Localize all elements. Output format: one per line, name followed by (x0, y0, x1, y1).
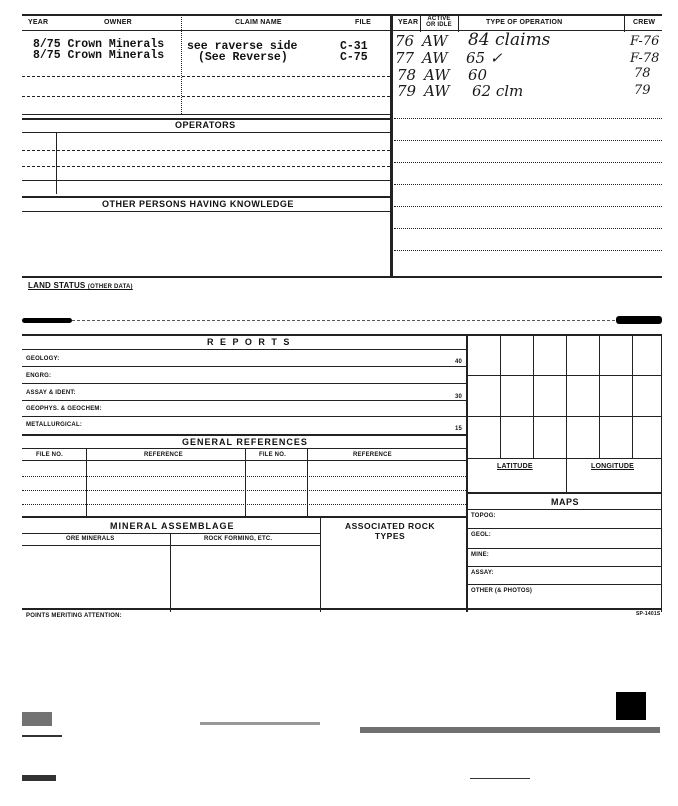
mineral-inner-divider (170, 533, 171, 612)
claim-row-line (22, 114, 390, 115)
grid-col (632, 334, 633, 458)
ref-row-line (22, 460, 466, 461)
scan-noise (22, 735, 62, 737)
col-header-owner: OWNER (104, 19, 132, 26)
activity-row-2-crew: F-78 (630, 51, 660, 66)
ref-divider (86, 448, 87, 516)
associated-rock-heading: ASSOCIATED ROCK TYPES (345, 521, 435, 541)
activity-row-4-operation: 62 clm (472, 82, 524, 100)
land-status-title: LAND STATUS (28, 281, 86, 290)
map-geol-label: GEOL: (471, 532, 491, 538)
map-topog-label: TOPOG: (471, 513, 496, 519)
map-other-label: OTHER (& PHOTOS) (471, 588, 533, 594)
map-row-line (467, 548, 661, 549)
grid-col (599, 334, 600, 458)
ref-header-file-no-2: FILE NO. (259, 452, 286, 458)
longitude-label: LONGITUDE (591, 463, 635, 470)
activity-row-1-crew: F-76 (630, 34, 660, 49)
divider-type-crew (624, 14, 625, 32)
mineral-subheader-bottom (22, 545, 320, 546)
grid-right-edge (661, 334, 662, 612)
mineral-heading: MINERAL ASSEMBLAGE (110, 521, 235, 531)
claim-row-line (22, 96, 390, 97)
scan-noise (360, 727, 660, 733)
scan-noise (470, 778, 530, 779)
activity-row-1-year: 76 (395, 32, 415, 50)
activity-row-3-active: AW (424, 66, 450, 84)
ref-row-line (22, 476, 466, 477)
form-number: SP-1401S (636, 611, 661, 617)
claim-row-1-owner: 8/75 Crown Minerals (33, 38, 165, 51)
claim-row-2-owner: 8/75 Crown Minerals (33, 49, 165, 62)
scan-smudge (616, 316, 662, 324)
scan-dashed-line (72, 320, 620, 321)
top-section-bottom (22, 276, 662, 278)
scan-smudge (22, 318, 72, 323)
col-header-crew: CREW (633, 19, 656, 26)
activity-row-3-year: 78 (397, 66, 417, 84)
grid-col (533, 334, 534, 458)
maps-rule (467, 492, 661, 494)
reports-heading: R E P O R T S (207, 337, 292, 347)
land-status-label (28, 281, 133, 290)
col-header-activity-year: YEAR (398, 19, 419, 26)
other-persons-rule (22, 196, 390, 198)
report-assay-num: 30 (455, 394, 463, 400)
mineral-rule (22, 516, 466, 518)
divider-owner-claim (181, 14, 182, 114)
scan-noise-block (616, 692, 646, 720)
other-persons-row-line (22, 211, 390, 212)
latitude-label: LATITUDE (497, 463, 533, 470)
activity-row-2-active: AW (422, 49, 448, 67)
report-row-line (22, 383, 466, 384)
report-geophys-label: GEOPHYS. & GEOCHEM: (26, 406, 102, 412)
general-refs-heading: GENERAL REFERENCES (182, 437, 308, 447)
activity-row-4-crew: 79 (634, 83, 651, 98)
top-border (22, 14, 662, 16)
claim-row-1-name: see raverse side (187, 40, 298, 53)
col-header-claim-name: CLAIM NAME (235, 19, 282, 26)
ref-row-line (22, 504, 466, 505)
ref-header-reference: REFERENCE (144, 452, 183, 458)
col-header-type-operation: TYPE OF OPERATION (486, 19, 563, 26)
map-assay-label: ASSAY: (471, 570, 494, 576)
grid-col (566, 334, 567, 458)
maps-header-line (467, 509, 661, 510)
map-row-line (467, 566, 661, 567)
grid-row (467, 375, 661, 376)
ref-row-line (22, 490, 466, 491)
activity-row-line (394, 228, 662, 229)
divider-main-inner (392, 14, 393, 276)
col-header-active-idle: ACTIVE OR IDLE (426, 16, 452, 28)
ref-divider (307, 448, 308, 516)
land-status-note: (OTHER DATA) (87, 284, 133, 290)
activity-row-2-operation: 65 ✓ (466, 49, 503, 67)
scan-noise (200, 722, 320, 725)
report-geology-num: 40 (455, 359, 463, 365)
report-metallurgical-label: METALLURGICAL: (26, 422, 83, 428)
ref-header-reference-2: REFERENCE (353, 452, 392, 458)
activity-row-line (394, 140, 662, 141)
general-refs-rule (22, 434, 466, 436)
activity-row-line (394, 162, 662, 163)
mineral-rock-header: ROCK FORMING, ETC. (204, 536, 273, 542)
map-row-line (467, 528, 661, 529)
report-row-line (22, 400, 466, 401)
mineral-ore-header: ORE MINERALS (66, 536, 115, 542)
activity-row-4-year: 79 (397, 82, 417, 100)
report-engrg-label: ENGRG: (26, 373, 52, 379)
map-mine-label: MINE: (471, 552, 489, 558)
grid-row (467, 416, 661, 417)
claim-row-1-file: C-31 (340, 40, 368, 53)
operators-row-line (22, 150, 390, 151)
ref-divider (245, 448, 246, 516)
claim-row-2-name: (See Reverse) (198, 51, 288, 64)
report-assay-label: ASSAY & IDENT: (26, 390, 76, 396)
reports-header-line (22, 349, 466, 350)
mineral-subheader-line (22, 533, 320, 534)
operators-row-line (22, 180, 390, 181)
activity-row-line (394, 206, 662, 207)
operators-heading: OPERATORS (175, 120, 236, 130)
activity-row-2-year: 77 (395, 49, 415, 67)
col-header-year: YEAR (28, 19, 49, 26)
operators-row-line (22, 166, 390, 167)
activity-row-1-active: AW (422, 32, 448, 50)
grid-row (467, 458, 661, 459)
points-meriting-label: POINTS MERITING ATTENTION: (26, 613, 122, 619)
report-row-line (22, 366, 466, 367)
col-header-file: FILE (355, 19, 371, 26)
claim-row-line (22, 76, 390, 77)
activity-row-1-operation: 84 claims (468, 30, 551, 50)
divider-year-active (420, 14, 421, 32)
activity-row-3-crew: 78 (634, 66, 651, 81)
latlong-divider (566, 458, 567, 492)
scan-noise (22, 712, 52, 726)
report-geology-label: GEOLOGY: (26, 356, 60, 362)
report-metallurgical-num: 15 (455, 426, 463, 432)
grid-col (500, 334, 501, 458)
map-row-line (467, 584, 661, 585)
operators-row-line (22, 132, 390, 133)
bottom-rule (22, 608, 662, 610)
header-underline (22, 30, 662, 31)
scan-noise (22, 775, 56, 781)
activity-row-4-active: AW (424, 82, 450, 100)
report-row-line (22, 416, 466, 417)
activity-row-line (394, 118, 662, 119)
operators-divider (56, 132, 57, 194)
activity-row-line (394, 184, 662, 185)
ref-header-file-no: FILE NO. (36, 452, 63, 458)
claim-row-2-file: C-75 (340, 51, 368, 64)
activity-row-line (394, 250, 662, 251)
maps-heading: MAPS (551, 497, 580, 507)
divider-active-type (458, 14, 459, 32)
mineral-divider (320, 516, 321, 612)
other-persons-heading: OTHER PERSONS HAVING KNOWLEDGE (102, 199, 294, 209)
general-refs-header-line (22, 448, 466, 449)
activity-row-3-operation: 60 (468, 66, 488, 84)
